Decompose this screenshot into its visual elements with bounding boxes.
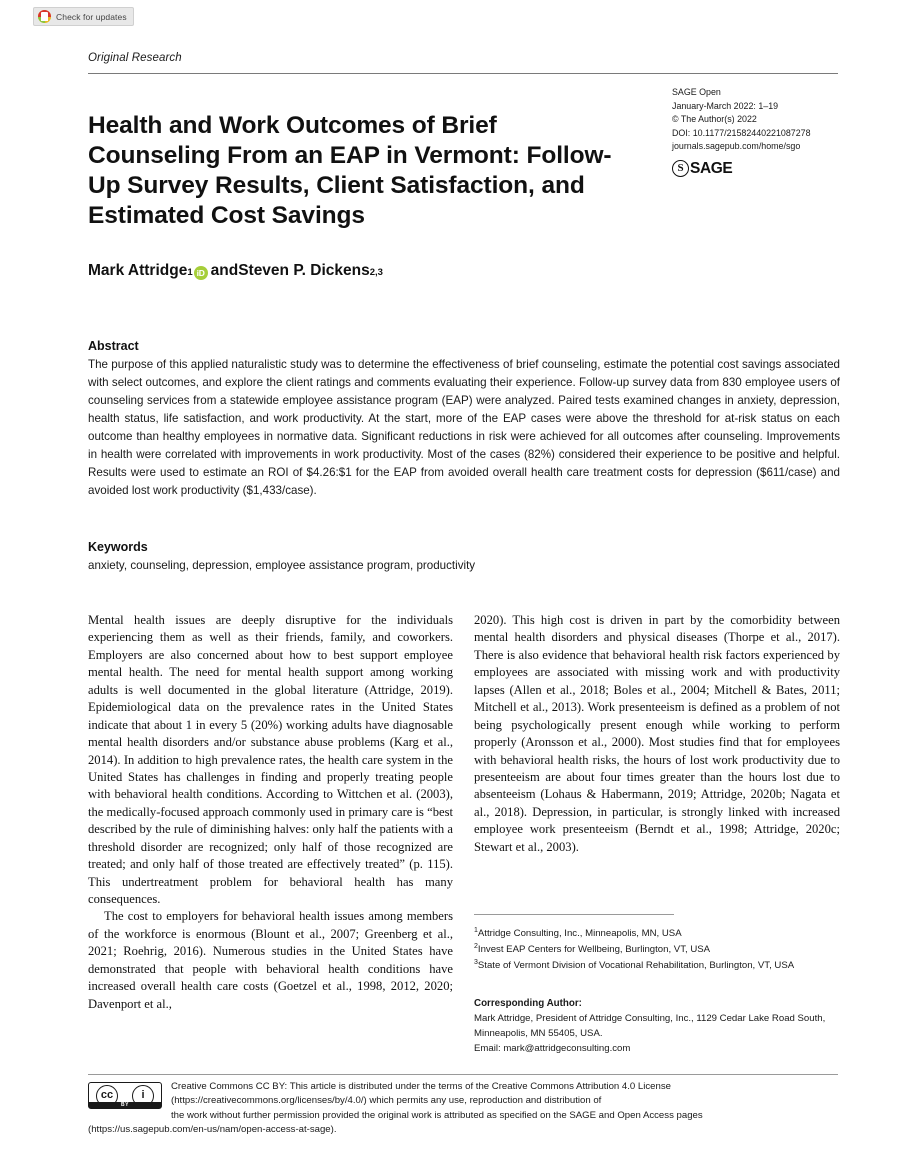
check-for-updates-badge[interactable] [33,7,134,26]
corresponding-author-email[interactable]: Email: mark@attridgeconsulting.com [474,1042,631,1054]
abstract-heading: Abstract [88,339,139,353]
affiliation-item [474,942,840,958]
journal-metadata [672,86,847,180]
sage-logo-mark: S [672,160,689,177]
license-block [88,1080,840,1138]
author-name-1: Mark Attridge [88,262,188,279]
journal-issue: January-March 2022: 1–19 [672,100,779,111]
affiliation-marker: 1 [474,927,478,934]
page-title: Health and Work Outcomes of Brief Counseling From an EAP in Vermont: Follow-Up Survey Results, Client Satisfaction, and Estimated Cost Savings [88,112,612,230]
cc-by-person-icon: i [132,1085,154,1107]
license-line-4[interactable]: (https://us.sagepub.com/en-us/nam/open-access-at-sage). [88,1124,337,1136]
footnote-divider [474,914,674,915]
license-line-3: the work without further permission provided the original work is attributed as specified on the SAGE and Open Access pages [171,1109,703,1121]
affiliation-text: Invest EAP Centers for Wellbeing, Burlington, VT, USA [477,943,711,955]
body-paragraph: Mental health issues are deeply disruptive for the individuals experiencing them as well as their friends, family, and coworkers. Employers are also concerned about how to best support employee mental health. The need for mental health support among working adults is well documented in the global literature (Attridge, 2019). Epidemiological data on the prevalence rates in the United States indicate that about 1 in every 5 (20%) working adults have diagnosable mental health disorders and/or substance abuse problems (Karg et al., 2014). In addition to high prevalence rates, the health care system in the United States has challenges in finding and properly treating people with behavioral health conditions. According to Wittchen et al. (2003), the medically-focused approach commonly used in primary care is “best described by the rule of diminishing halves: only half the patients with a threshold disorder are recognized; only half of those recognized are treated; and only half of those treated are effectively treated” (p. 115). This undertreatment problem for behavioral health has many consequences. [88,613,453,906]
author-affil-marker-2: 2,3 [369,267,383,278]
body-column-right [474,612,840,856]
body-paragraph: The cost to employers for behavioral health issues among members of the workforce is enormous (Blount et al., 2007; Greenberg et al., 2021; Roehrig, 2016). Numerous studies in the United States have demonstrated that people with behavioral health conditions have increased overall health care costs (Goetzel et al., 1998, 2012, 2020; Davenport et al., [88,909,453,1011]
corresponding-author-address: Mark Attridge, President of Attridge Consulting, Inc., 1129 Cedar Lake Road South, Minneapolis, MN 55405, USA. [474,1013,826,1040]
sage-logo-word: SAGE [690,159,733,177]
abstract-section [88,339,840,500]
journal-doi[interactable]: DOI: 10.1177/21582440221087278 [672,127,811,138]
body-paragraph: 2020). This high cost is driven in part by the comorbidity between mental health disorders and physical diseases (Thorpe et al., 2017). There is also evidence that behavioral health risk factors experienced by employees are associated with missing work and with productivity lapses (Allen et al., 2018; Boles et al., 2004; Mitchell & Bates, 2011; Mitchell et al., 2013). Work presenteeism is defined as a problem of not being psychologically present enough while working to perform properly (Aronsson et al., 2000). Most studies find that for employees with behavioral health risks, the hours of lost work productivity due to presenteeism are about four times greater than the hours lost due to absenteeism (Lohaus & Habermann, 2019; Attridge, 2020b; Nagata et al., 2018). Depression, in particular, is strongly linked with increased employee work presenteeism (Berndt et al., 1998; Attridge, 2020c; Stewart et al., 2003). [474,613,840,854]
corresponding-author-block [474,996,840,1057]
journal-copyright: © The Author(s) 2022 [672,114,757,125]
affiliations-list [474,926,840,973]
creative-commons-icon[interactable] [88,1082,162,1109]
affiliation-item [474,926,840,942]
crossmark-icon [38,10,51,23]
license-line-2[interactable]: (https://creativecommons.org/licenses/by/4.0/) which permits any use, reproduction and distribution of [171,1095,602,1107]
footer-divider [88,1074,838,1075]
affiliation-marker: 3 [474,958,478,966]
body-column-left [88,612,453,1013]
check-for-updates-label: Check for updates [56,11,127,22]
author-affil-marker-1: 1 [187,267,193,278]
journal-url[interactable]: journals.sagepub.com/home/sgo [672,141,801,152]
keywords-section [88,540,840,575]
author-list [88,262,383,280]
author-name-2: Steven P. Dickens [238,262,370,279]
license-line-1: Creative Commons CC BY: This article is distributed under the terms of the Creative Commons Attribution 4.0 License [171,1081,671,1092]
affiliation-text: Attridge Consulting, Inc., Minneapolis, MN, USA [477,928,682,940]
running-head: Original Research [88,52,182,64]
affiliation-item [474,958,840,974]
cc-logo-circle: cc [96,1085,118,1107]
affiliation-text: State of Vermont Division of Vocational Rehabilitation, Burlington, VT, USA [477,959,795,971]
keywords-heading: Keywords [88,540,148,554]
orcid-icon[interactable]: iD [194,266,208,280]
keywords-text: anxiety, counseling, depression, employee assistance program, productivity [88,559,476,572]
sage-logo [672,157,847,181]
cc-by-label: BY [89,1102,161,1108]
affiliation-marker: 2 [474,942,478,950]
author-conjunction: and [210,262,239,279]
header-divider [88,73,838,74]
journal-name: SAGE Open [672,87,721,97]
corresponding-author-heading: Corresponding Author: [474,998,582,1009]
abstract-text: The purpose of this applied naturalistic study was to determine the effectiveness of brief counseling, estimate the potential cost savings associated with select outcomes, and explore the client ratings and comments evaluating their experience. Follow-up survey data from 830 employee users of counseling services from a statewide employee assistance program (EAP) were analyzed. Paired tests examined changes in anxiety, depression, health status, life satisfaction, and work productivity. At the start, more of the EAP cases were above the threshold for at-risk status on each outcome than healthy employees in normative data. Significant reductions in risk were achieved for all outcomes after counseling. Improvements in health were correlated with improvements in work productivity. Most of the cases (82%) considered their experience to be positive and helpful. Results were used to estimate an ROI of $4.26:$1 for the EAP from avoided overall health care treatment costs for depression ($611/case) and avoided lost work productivity ($1,433/case). [88,358,840,497]
